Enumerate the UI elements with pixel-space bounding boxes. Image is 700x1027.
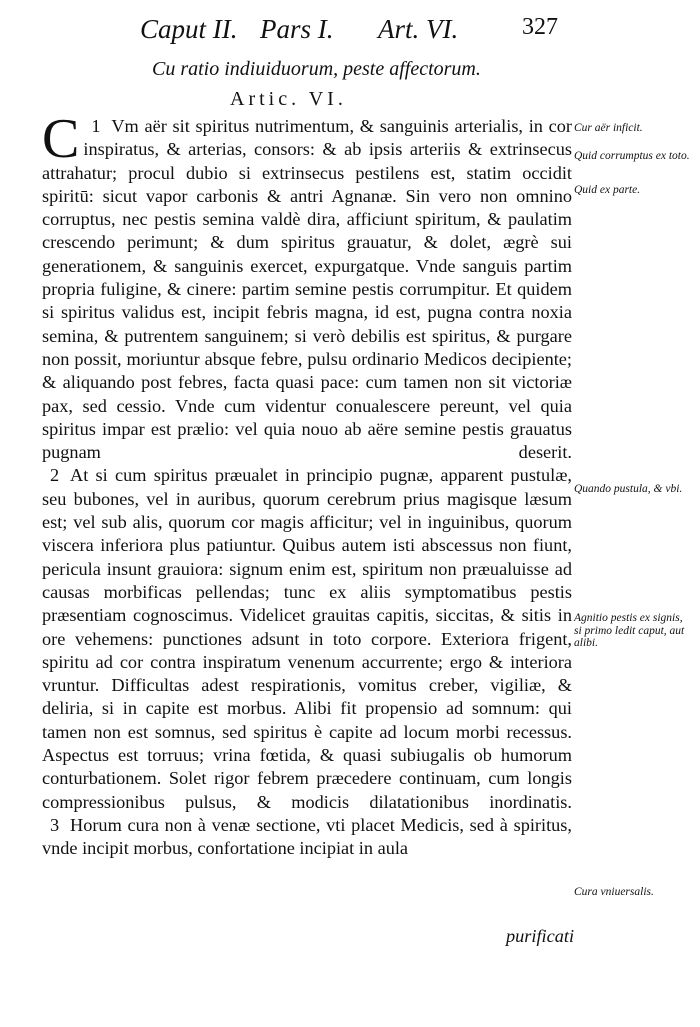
header-art: Art. VI. xyxy=(378,14,459,44)
paragraph-text: At si cum spiritus præualet in principio pugnæ, apparent pustulæ, seu bubones, vel in auribus, quorum cerebrum prius magisque læsum est; vel sub alis, quorum cor magis afficitur; vel in inguinibus, quorum viscera inferiora plus patiuntur. Quibus autem isti abscessus non fiunt, pericula insunt grauiora: signum enim est, spiritum non præualuisse ad causas morbificas pellendas; tunc ex aliis symptomatibus pestis præsentiam cognoscimus. Videlicet grauitas capitis, siccitas, & sitis in ore vehemens: punctiones adsunt in toto corpore. Exteriora frigent, spiritu ad cor contra inspiratum venenum accurrente; ergo & interiora vruntur. Difficultas adest respirationis, vomitus creber, vigiliæ, & deliria, si in capite est morbus. Alibi fit propensio ad somnum: qui tamen non est somnus, sed spiritus è capite ad locum morbi recessus. Aspectus est torruus; vrina fœtida, & quasi subiugalis ob humorum conturbationem. Solet rigor febrem præcedere continuam, cum longis compressionibus pulsus, & modicis dilatationibus inordinatis. xyxy=(42,465,572,812)
drop-cap: C xyxy=(42,108,80,170)
margin-note: Cur aër inficit. xyxy=(574,122,643,134)
margin-note: Agnitio pestis ex signis, si primo ledit caput, aut alibi. xyxy=(574,612,685,649)
margin-note: Quid ex parte. xyxy=(574,184,641,196)
header-caput: Caput II. xyxy=(140,14,238,44)
paragraph-2 xyxy=(42,464,572,813)
catchword: purificati xyxy=(506,926,575,946)
margin-note: Cura vniuersalis. xyxy=(574,886,654,898)
paragraph-3 xyxy=(42,814,572,861)
page-number: 327 xyxy=(522,14,558,40)
paragraph-number: 3 xyxy=(50,814,60,835)
header-pars: Pars I. xyxy=(260,14,334,44)
running-header xyxy=(140,14,580,48)
paragraph-number: 2 xyxy=(50,465,60,486)
section-subtitle: Cu ratio indiuiduorum, peste affectorum. xyxy=(152,58,481,80)
body-text xyxy=(42,108,572,861)
margin-note: Quando pustula, & vbi. xyxy=(574,483,683,495)
paragraph-1 xyxy=(42,108,572,464)
paragraph-text: Vm aër sit spiritus nutrimentum, & sanguinis arterialis, in cor inspiratus, & arterias, consors: & ab ipsis arteriis & extrinsecus attrahatur; procul dubio si extrinsecus pestilens est, statim occidit spiritū: sicut vapor carbonis & antri Agnanæ. Sin vero non omnino corruptus, nec pestis semina valdè dira, afficiunt spiritum, & paulatim crescendo perimunt; & dum spiritus grauatur, & dolet, ægrè sui generationem, & sanguinis exercet, expurgatque. Vnde sanguis partim propria fuligine, & cinere: partim semine pestis corrumpitur. Et quidem si spiritus validus est, incipit febris magna, id est, pugna contra noxia semina, & putrentem sanguinem; si verò debilis est spiritus, & purgare non possit, moriuntur absque febre, pulsu ordinario Medicos decipiente; & aliquando post febres, facta quasi pace: cum tamen non sit victoriæ pax, sed cessio. Vnde cum videntur conualescere pereunt, vel quia spiritus impar est prælio: vel quia nouo ab aëre semine pestis grauatus pugnam deserit. xyxy=(42,116,572,463)
paragraph-number: 1 xyxy=(91,116,101,136)
article-heading: Artic. VI. xyxy=(230,88,347,110)
margin-note: Quid corrumptus ex toto. xyxy=(574,150,690,162)
paragraph-text: Horum cura non à venæ sectione, vti placet Medicis, sed à spiritus, vnde incipit morbus, confortatione incipiat in aula xyxy=(42,814,572,859)
